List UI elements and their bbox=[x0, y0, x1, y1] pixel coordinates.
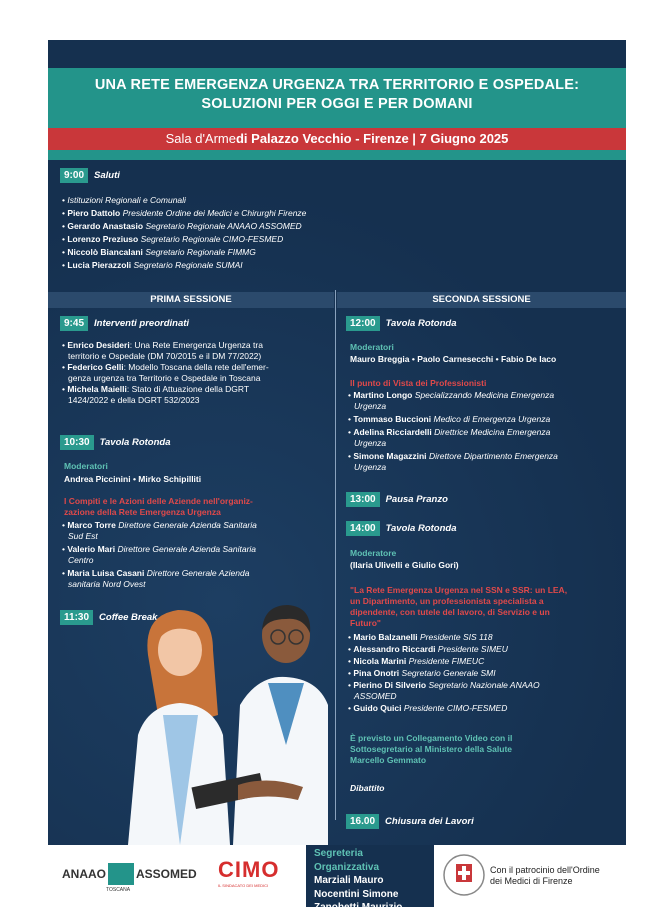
panel-item: • Valerio Mari Direttore Generale Azienda Sanitaria bbox=[62, 544, 257, 554]
quote-line: Futuro" bbox=[350, 618, 381, 628]
sponsor-footer bbox=[48, 845, 626, 913]
speaker-item: • Guido Quici Presidente CIMO-FESMED bbox=[348, 703, 508, 713]
cimo-logo: CIMO IL SINDACATO DEI MEDICI bbox=[218, 857, 280, 888]
moderator: (Ilaria Ulivelli e Giulio Gori) bbox=[350, 560, 459, 570]
slot-opening bbox=[60, 168, 120, 183]
slot-label: Pausa Pranzo bbox=[385, 494, 448, 505]
quote-line: un Dipartimento, un professionista specialista a bbox=[350, 596, 544, 606]
panel-item-cont: Urgenza bbox=[354, 401, 387, 411]
venue-main: di Palazzo Vecchio bbox=[235, 131, 352, 146]
topic-line: I Compiti e le Azioni delle Aziende nell'organiz- bbox=[64, 496, 253, 506]
panel-item-cont: Urgenza bbox=[354, 438, 387, 448]
quote-line: "La Rete Emergenza Urgenza nel SSN e SSR: un LEA, bbox=[350, 585, 568, 595]
venue-prefix: Sala d'Arme bbox=[165, 131, 236, 146]
ordine-medici-seal-icon bbox=[442, 853, 486, 897]
time-badge: 12:00 bbox=[346, 316, 380, 331]
slot-label: Tavola Rotonda bbox=[99, 437, 171, 448]
slot-945 bbox=[60, 316, 189, 331]
slot-1400 bbox=[346, 521, 456, 536]
secretariat-title: Segreteria Organizzativa bbox=[314, 848, 380, 873]
greeting-item: • Lucia Pierazzoli Segretario Regionale SUMAI bbox=[62, 260, 243, 270]
slot-label: Chiusura dei Lavori bbox=[385, 816, 474, 827]
video-note: È previsto un Collegamento Video con il bbox=[350, 733, 513, 743]
topic: Il punto di Vista dei Professionisti bbox=[350, 378, 487, 388]
speaker-item: • Alessandro Riccardi Presidente SIMEU bbox=[348, 644, 508, 654]
moderators: Mauro Breggia • Paolo Carnesecchi • Fabio De Iaco bbox=[350, 354, 557, 364]
talk-item: • Michela Maielli: Stato di Attuazione della DGRT bbox=[62, 384, 250, 394]
speaker-item: • Nicola Marini Presidente FIMEUC bbox=[348, 656, 485, 666]
venue-band bbox=[48, 128, 626, 150]
moderators-label: Moderatori bbox=[64, 461, 108, 471]
doctors-illustration bbox=[118, 595, 328, 845]
slot-1600 bbox=[346, 814, 474, 829]
first-session-heading: PRIMA SESSIONE bbox=[48, 292, 334, 308]
time-badge: 16.00 bbox=[346, 814, 379, 829]
speaker-item: • Mario Balzanelli Presidente SIS 118 bbox=[348, 632, 493, 642]
moderators-label: Moderatori bbox=[350, 342, 394, 352]
video-note: Sottosegretario al Ministero della Salute bbox=[350, 744, 513, 754]
panel-item: • Simone Magazzini Direttore Dipartimento Emergenza bbox=[348, 451, 558, 461]
panel-item: • Marco Torre Direttore Generale Azienda Sanitaria bbox=[62, 520, 257, 530]
moderators: Andrea Piccinini • Mirko Schipilliti bbox=[64, 474, 202, 484]
secretariat-member: Nocentini Simone bbox=[314, 888, 399, 900]
speaker-item-cont: ASSOMED bbox=[354, 691, 397, 701]
panel-item: • Adelina Ricciardelli Direttrice Medicina Emergenza bbox=[348, 427, 551, 437]
panel-item-cont: Centro bbox=[68, 555, 94, 565]
greeting-item: • Istituzioni Regionali e Comunali bbox=[62, 195, 186, 205]
slot-label: Interventi preordinati bbox=[94, 318, 190, 329]
slot-label: Tavola Rotonda bbox=[385, 523, 457, 534]
speaker-item: • Pierino Di Silverio Segretario Nazionale ANAAO bbox=[348, 680, 540, 690]
panel-item: • Maria Luisa Casani Direttore Generale Azienda bbox=[62, 568, 250, 578]
panel-item: • Tommaso Buccioni Medico di Emergenza Urgenza bbox=[348, 414, 551, 424]
slot-label: Saluti bbox=[94, 170, 120, 181]
talk-item-cont: genza urgenza tra Territorio e Ospedale in Toscana bbox=[68, 373, 261, 383]
time-badge: 11:30 bbox=[60, 610, 93, 625]
secretariat-box bbox=[306, 845, 434, 913]
patronage: Con il patrocinio dell'Ordine dei Medici di Firenze bbox=[490, 865, 600, 886]
panel-item-cont: sanitaria Nord Ovest bbox=[68, 579, 146, 589]
time-badge: 13:00 bbox=[346, 492, 380, 507]
session-divider bbox=[335, 290, 336, 820]
panel-item-cont: Urgenza bbox=[354, 462, 387, 472]
title-line-1: UNA RETE EMERGENZA URGENZA TRA TERRITORIO E OSPEDALE: bbox=[94, 77, 580, 93]
talk-item-cont: territorio e Ospedale (DM 70/2015 e il DM 77/2022) bbox=[68, 351, 262, 361]
event-poster bbox=[48, 40, 626, 845]
slot-label: Tavola Rotonda bbox=[385, 318, 457, 329]
second-session-heading: SECONDA SESSIONE bbox=[337, 292, 626, 308]
time-badge: 14:00 bbox=[346, 521, 380, 536]
talk-item: • Federico Gelli: Modello Toscana della rete dell'emer- bbox=[62, 362, 269, 372]
topic-line: zazione della Rete Emergenza Urgenza bbox=[64, 507, 221, 517]
slot-1300 bbox=[346, 492, 448, 507]
secretariat-member: Zanobetti Maurizio bbox=[314, 902, 403, 913]
greeting-item: • Niccolò Biancalani Segretario Regionale FIMMG bbox=[62, 247, 256, 257]
slot-1200 bbox=[346, 316, 456, 331]
panel-item: • Martino Longo Specializzando Medicina Emergenza bbox=[348, 390, 555, 400]
venue-suffix: - Firenze | 7 Giugno 2025 bbox=[355, 131, 509, 146]
time-badge: 9:45 bbox=[60, 316, 88, 331]
title-line-2: SOLUZIONI PER OGGI E PER DOMANI bbox=[201, 96, 473, 112]
talk-item: • Enrico Desideri: Una Rete Emergenza Urgenza tra bbox=[62, 340, 263, 350]
panel-item-cont: Sud Est bbox=[68, 531, 98, 541]
talk-item-cont: 1424/2022 e della DGRT 532/2023 bbox=[68, 395, 200, 405]
anaao-logo: ANAAO TOSCANA ASSOMED bbox=[62, 863, 197, 885]
speaker-item: • Pina Onotri Segretario Generale SMI bbox=[348, 668, 496, 678]
video-note: Marcello Gemmato bbox=[350, 755, 427, 765]
slot-label: Coffee Break bbox=[99, 612, 158, 623]
time-badge: 10:30 bbox=[60, 435, 94, 450]
debate: Dibattito bbox=[350, 783, 385, 793]
slot-1030 bbox=[60, 435, 170, 450]
time-badge: 9:00 bbox=[60, 168, 88, 183]
secretariat-member: Marziali Mauro bbox=[314, 875, 384, 886]
greeting-item: • Lorenzo Preziuso Segretario Regionale CIMO-FESMED bbox=[62, 234, 284, 244]
greeting-item: • Piero Dattolo Presidente Ordine dei Medici e Chirurghi Firenze bbox=[62, 208, 307, 218]
moderator-label: Moderatore bbox=[350, 548, 397, 558]
greeting-item: • Gerardo Anastasio Segretario Regionale ANAAO ASSOMED bbox=[62, 221, 302, 231]
quote-line: dipendente, con tutele del lavoro, di Servizio e un bbox=[350, 607, 550, 617]
